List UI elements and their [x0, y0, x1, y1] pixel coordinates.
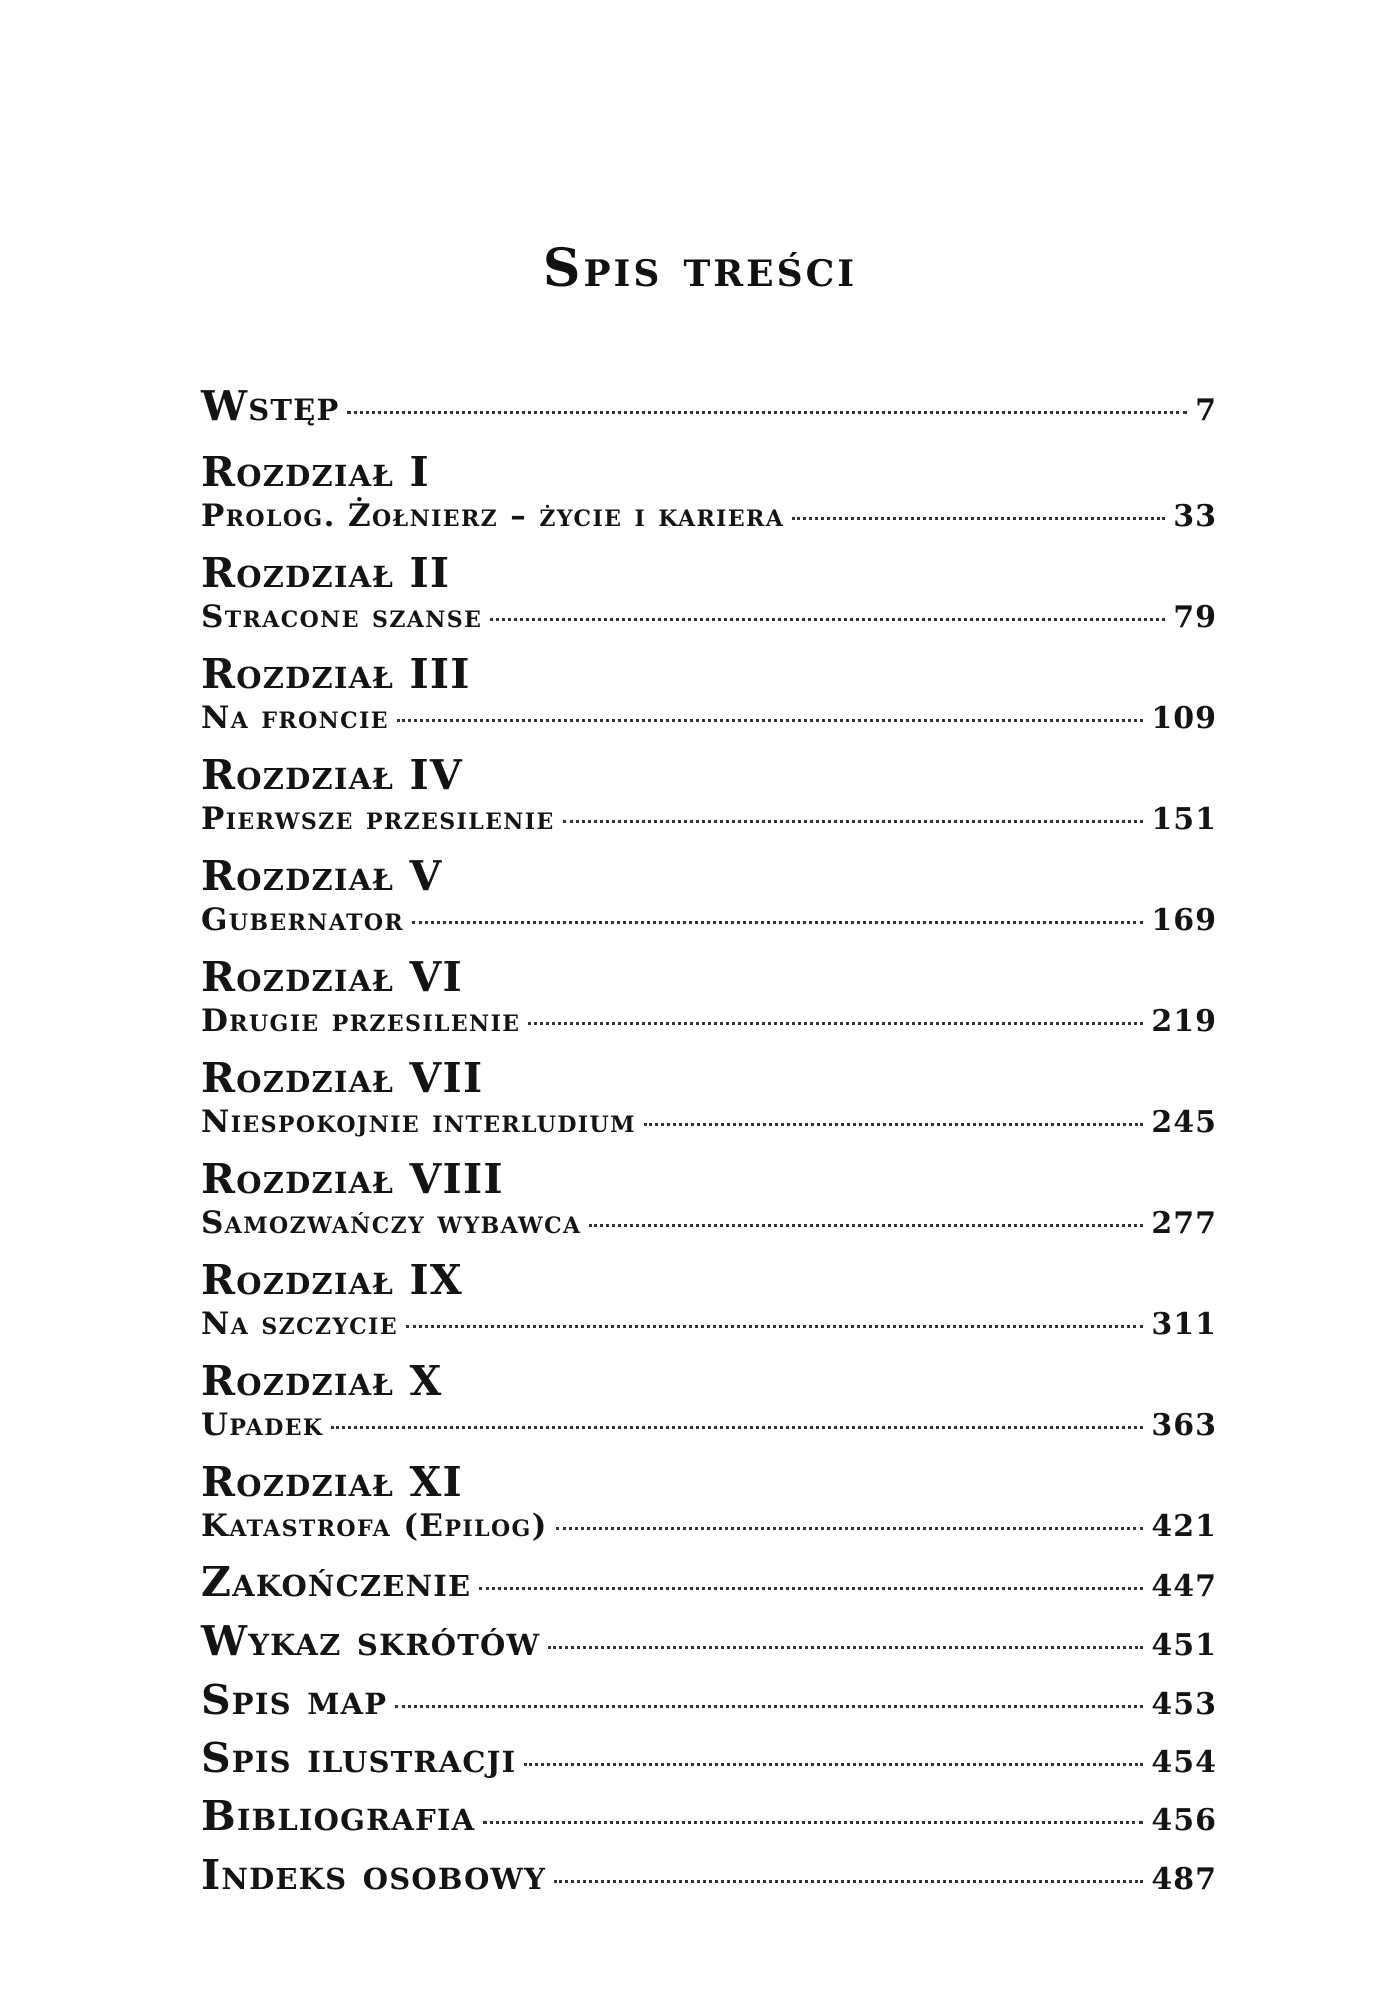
toc-entry-back[interactable]	[201, 1617, 1217, 1665]
page-number: 109	[1151, 701, 1217, 736]
chapter-heading: Rozdział VII	[201, 1054, 484, 1102]
dot-leader	[644, 1123, 1144, 1126]
entry-label: Katastrofa (Epilog)	[201, 1508, 548, 1544]
dot-leader	[528, 1022, 1143, 1025]
entry-label: Na szczycie	[201, 1306, 399, 1342]
entry-label: Wykaz skrótów	[201, 1617, 541, 1665]
dot-leader	[792, 517, 1165, 520]
entry-label: Spis map	[201, 1676, 388, 1724]
entry-label: Zakończenie	[201, 1558, 472, 1606]
toc-entry-chapter[interactable]	[201, 1104, 1217, 1140]
entry-label: Gubernator	[201, 902, 405, 938]
chapter-heading: Rozdział X	[201, 1357, 443, 1405]
toc-entry-chapter[interactable]	[201, 1407, 1217, 1443]
dot-leader	[556, 1527, 1144, 1530]
dot-leader	[554, 1880, 1143, 1883]
entry-label: Spis ilustracji	[201, 1734, 517, 1782]
entry-label: Bibliografia	[201, 1792, 476, 1840]
entry-label: Prolog. Żołnierz – życie i kariera	[201, 498, 785, 534]
entry-label: Wstęp	[201, 382, 340, 430]
page-number: 447	[1151, 1569, 1217, 1604]
page-number: 421	[1151, 1509, 1217, 1544]
toc-entry-chapter[interactable]	[201, 1306, 1217, 1342]
page-number: 219	[1151, 1004, 1217, 1039]
dot-leader	[563, 820, 1144, 823]
page-number: 79	[1173, 600, 1217, 635]
page-number: 7	[1195, 393, 1217, 428]
page-title: Spis treści	[542, 238, 858, 299]
page-number: 311	[1151, 1307, 1217, 1342]
chapter-heading: Rozdział IX	[201, 1256, 463, 1304]
chapter-heading: Rozdział II	[201, 549, 451, 597]
dot-leader	[483, 1821, 1143, 1824]
page-number: 151	[1151, 802, 1217, 837]
toc-entry-chapter[interactable]	[201, 1003, 1217, 1039]
chapter-heading: Rozdział XI	[201, 1458, 463, 1506]
dot-leader	[406, 1325, 1143, 1328]
toc-entry-back[interactable]	[201, 1851, 1217, 1899]
page-number: 363	[1151, 1408, 1217, 1443]
page-number: 169	[1151, 903, 1217, 938]
entry-label: Stracone szanse	[201, 599, 483, 635]
chapter-heading: Rozdział III	[201, 650, 471, 698]
page-number: 33	[1173, 499, 1217, 534]
toc-entry-intro[interactable]	[201, 382, 1217, 430]
toc-entry-back[interactable]	[201, 1676, 1217, 1724]
page-number: 277	[1151, 1206, 1217, 1241]
page-number: 451	[1151, 1628, 1217, 1663]
toc-entry-back[interactable]	[201, 1734, 1217, 1782]
entry-label: Upadek	[201, 1407, 324, 1443]
chapter-heading: Rozdział I	[201, 448, 430, 496]
chapter-heading: Rozdział IV	[201, 751, 463, 799]
entry-label: Drugie przesilenie	[201, 1003, 521, 1039]
chapter-heading: Rozdział VIII	[201, 1155, 504, 1203]
page-number: 245	[1151, 1105, 1217, 1140]
dot-leader	[490, 618, 1165, 621]
page-number: 456	[1151, 1803, 1217, 1838]
entry-label: Pierwsze przesilenie	[201, 801, 555, 837]
dot-leader	[395, 1705, 1143, 1708]
toc-entry-chapter[interactable]	[201, 1508, 1217, 1544]
chapter-heading: Rozdział VI	[201, 953, 463, 1001]
dot-leader	[524, 1763, 1143, 1766]
entry-label: Indeks osobowy	[201, 1851, 547, 1899]
dot-leader	[397, 719, 1143, 722]
dot-leader	[479, 1587, 1143, 1590]
dot-leader	[331, 1426, 1143, 1429]
toc-entry-chapter[interactable]	[201, 599, 1217, 635]
page-number: 453	[1151, 1687, 1217, 1722]
dot-leader	[412, 921, 1143, 924]
toc-entry-chapter[interactable]	[201, 902, 1217, 938]
dot-leader	[347, 411, 1187, 414]
page-number: 487	[1151, 1862, 1217, 1897]
toc-entry-back[interactable]	[201, 1558, 1217, 1606]
chapter-heading: Rozdział V	[201, 852, 443, 900]
toc-entry-chapter[interactable]	[201, 801, 1217, 837]
dot-leader	[548, 1646, 1143, 1649]
toc-entry-chapter[interactable]	[201, 498, 1217, 534]
dot-leader	[589, 1224, 1143, 1227]
page-number: 454	[1151, 1745, 1217, 1780]
entry-label: Samozwańczy wybawca	[201, 1205, 582, 1241]
toc-entry-back[interactable]	[201, 1792, 1217, 1840]
entry-label: Niespokojnie interludium	[201, 1104, 636, 1140]
entry-label: Na froncie	[201, 700, 389, 736]
toc-entry-chapter[interactable]	[201, 1205, 1217, 1241]
toc-entry-chapter[interactable]	[201, 700, 1217, 736]
